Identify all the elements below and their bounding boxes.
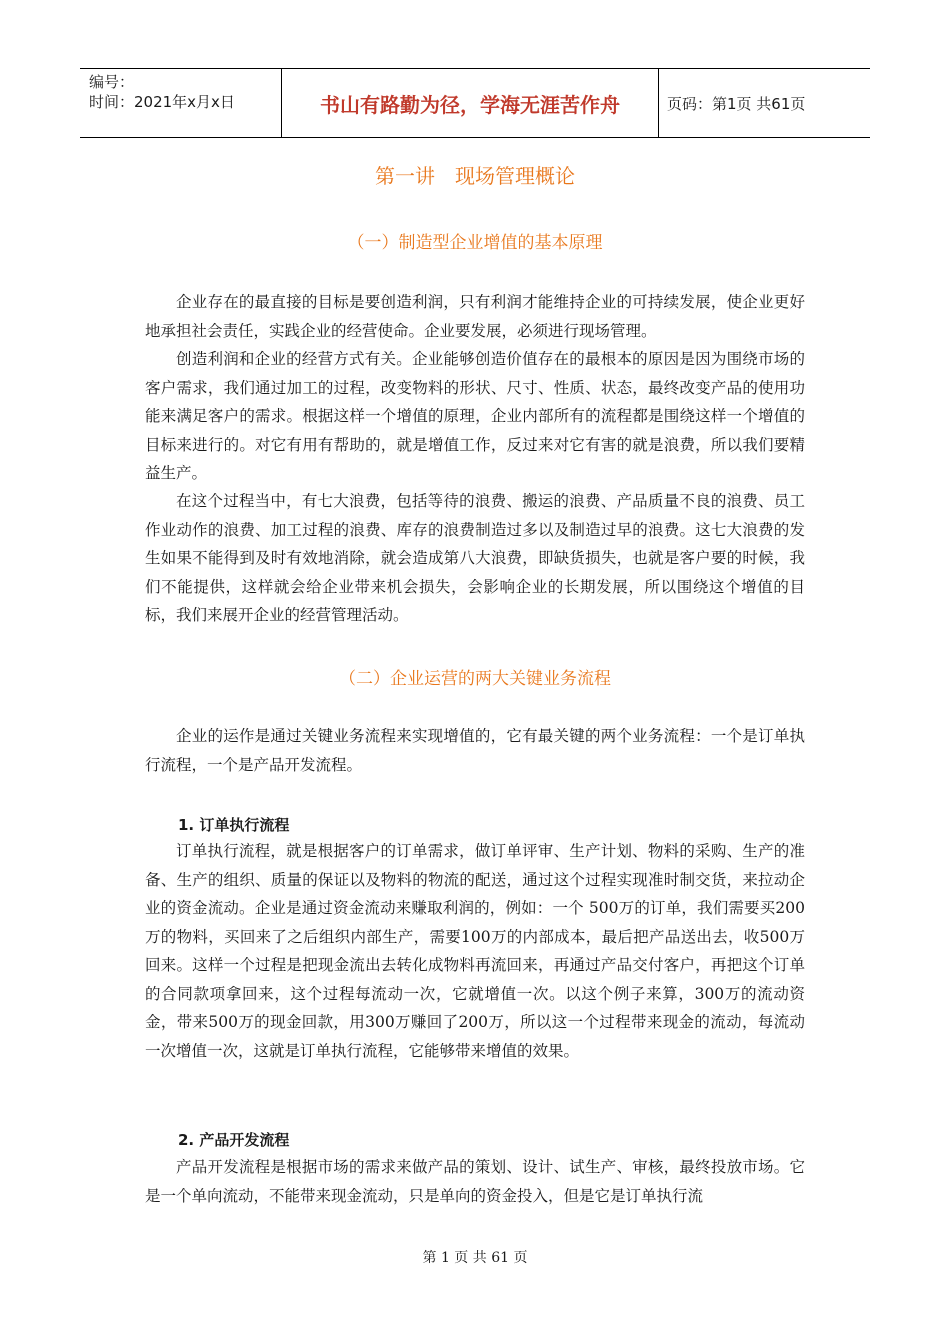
time-label: 时间：2021年x月x日 [89,93,235,111]
section1-paragraph-3: 在这个过程当中，有七大浪费，包括等待的浪费、搬运的浪费、产品质量不良的浪费、员工作业动作的浪费、加工过程的浪费、库存的浪费制造过多以及制造过早的浪费。这七大浪费的发生如果不能得到及时有效地消除，就会造成第八大浪费，即缺货损失，也就是客户要的时候，我们不能提供，这样就会给企业带来机会损失，会影响企业的长期发展，所以围绕这个增值的目标，我们来展开企业的经营管理活动。 [145,492,805,624]
subsection2-title: 2. 产品开发流程 [178,1131,290,1149]
header-motto: 书山有路勤为径，学海无涯苦作舟 [282,69,659,137]
header-page-info: 页码：第1页 共61页 [667,94,806,113]
header-table [80,68,870,138]
number-label: 编号： [89,73,135,91]
section1-paragraph-2: 创造利润和企业的经营方式有关。企业能够创造价值存在的最根本的原因是因为围绕市场的客户需求，我们通过加工的过程，改变物料的形状、尺寸、性质、状态，最终改变产品的使用功能来满足客户的需求。根据这样一个增值的原理，企业内部所有的流程都是围绕这样一个增值的目标来进行的。对它有用有帮助的，就是增值工作，反过来对它有害的就是浪费，所以我们要精益生产。 [145,350,805,482]
subsection1-title: 1. 订单执行流程 [178,816,290,834]
section2-heading: （二）企业运营的两大关键业务流程 [339,669,611,689]
section1-heading: （一）制造型企业增值的基本原理 [347,233,603,253]
lecture-title: 第一讲 现场管理概论 [375,164,575,188]
page-footer: 第 1 页 共 61 页 [422,1250,528,1266]
section2-intro: 企业的运作是通过关键业务流程来实现增值的，它有最关键的两个业务流程：一个是订单执行流程，一个是产品开发流程。 [145,727,805,774]
section1-paragraph-1: 企业存在的最直接的目标是要创造利润，只有利润才能维持企业的可持续发展，使企业更好地承担社会责任，实践企业的经营使命。企业要发展，必须进行现场管理。 [145,293,805,340]
subsection2-text: 产品开发流程是根据市场的需求来做产品的策划、设计、试生产、审核，最终投放市场。它是一个单向流动，不能带来现金流动，只是单向的资金投入，但是它是订单执行流 [145,1158,805,1205]
header-meta [80,69,282,137]
subsection1-text: 订单执行流程，就是根据客户的订单需求，做订单评审、生产计划、物料的采购、生产的准备、生产的组织、质量的保证以及物料的物流的配送，通过这个过程实现准时制交货，来拉动企业的资金流动。企业是通过资金流动来赚取利润的，例如：一个 500万的订单，我们需要买200万的物料，买回来了之后组织内部生产，需要100万的内部成本，最后把产品送出去，收500万回来。这样一个过程是把现金流出去转化成物料再流回来，再通过产品交付客户，再把这个订单的合同款项拿回来，这个过程每流动一次，它就增值一次。以这个例子来算，300万的流动资金，带来500万的现金回款，用300万赚回了200万，所以这一个过程带来现金的流动，每流动一次增值一次，这就是订单执行流程，它能够带来增值的效果。 [145,842,805,1060]
